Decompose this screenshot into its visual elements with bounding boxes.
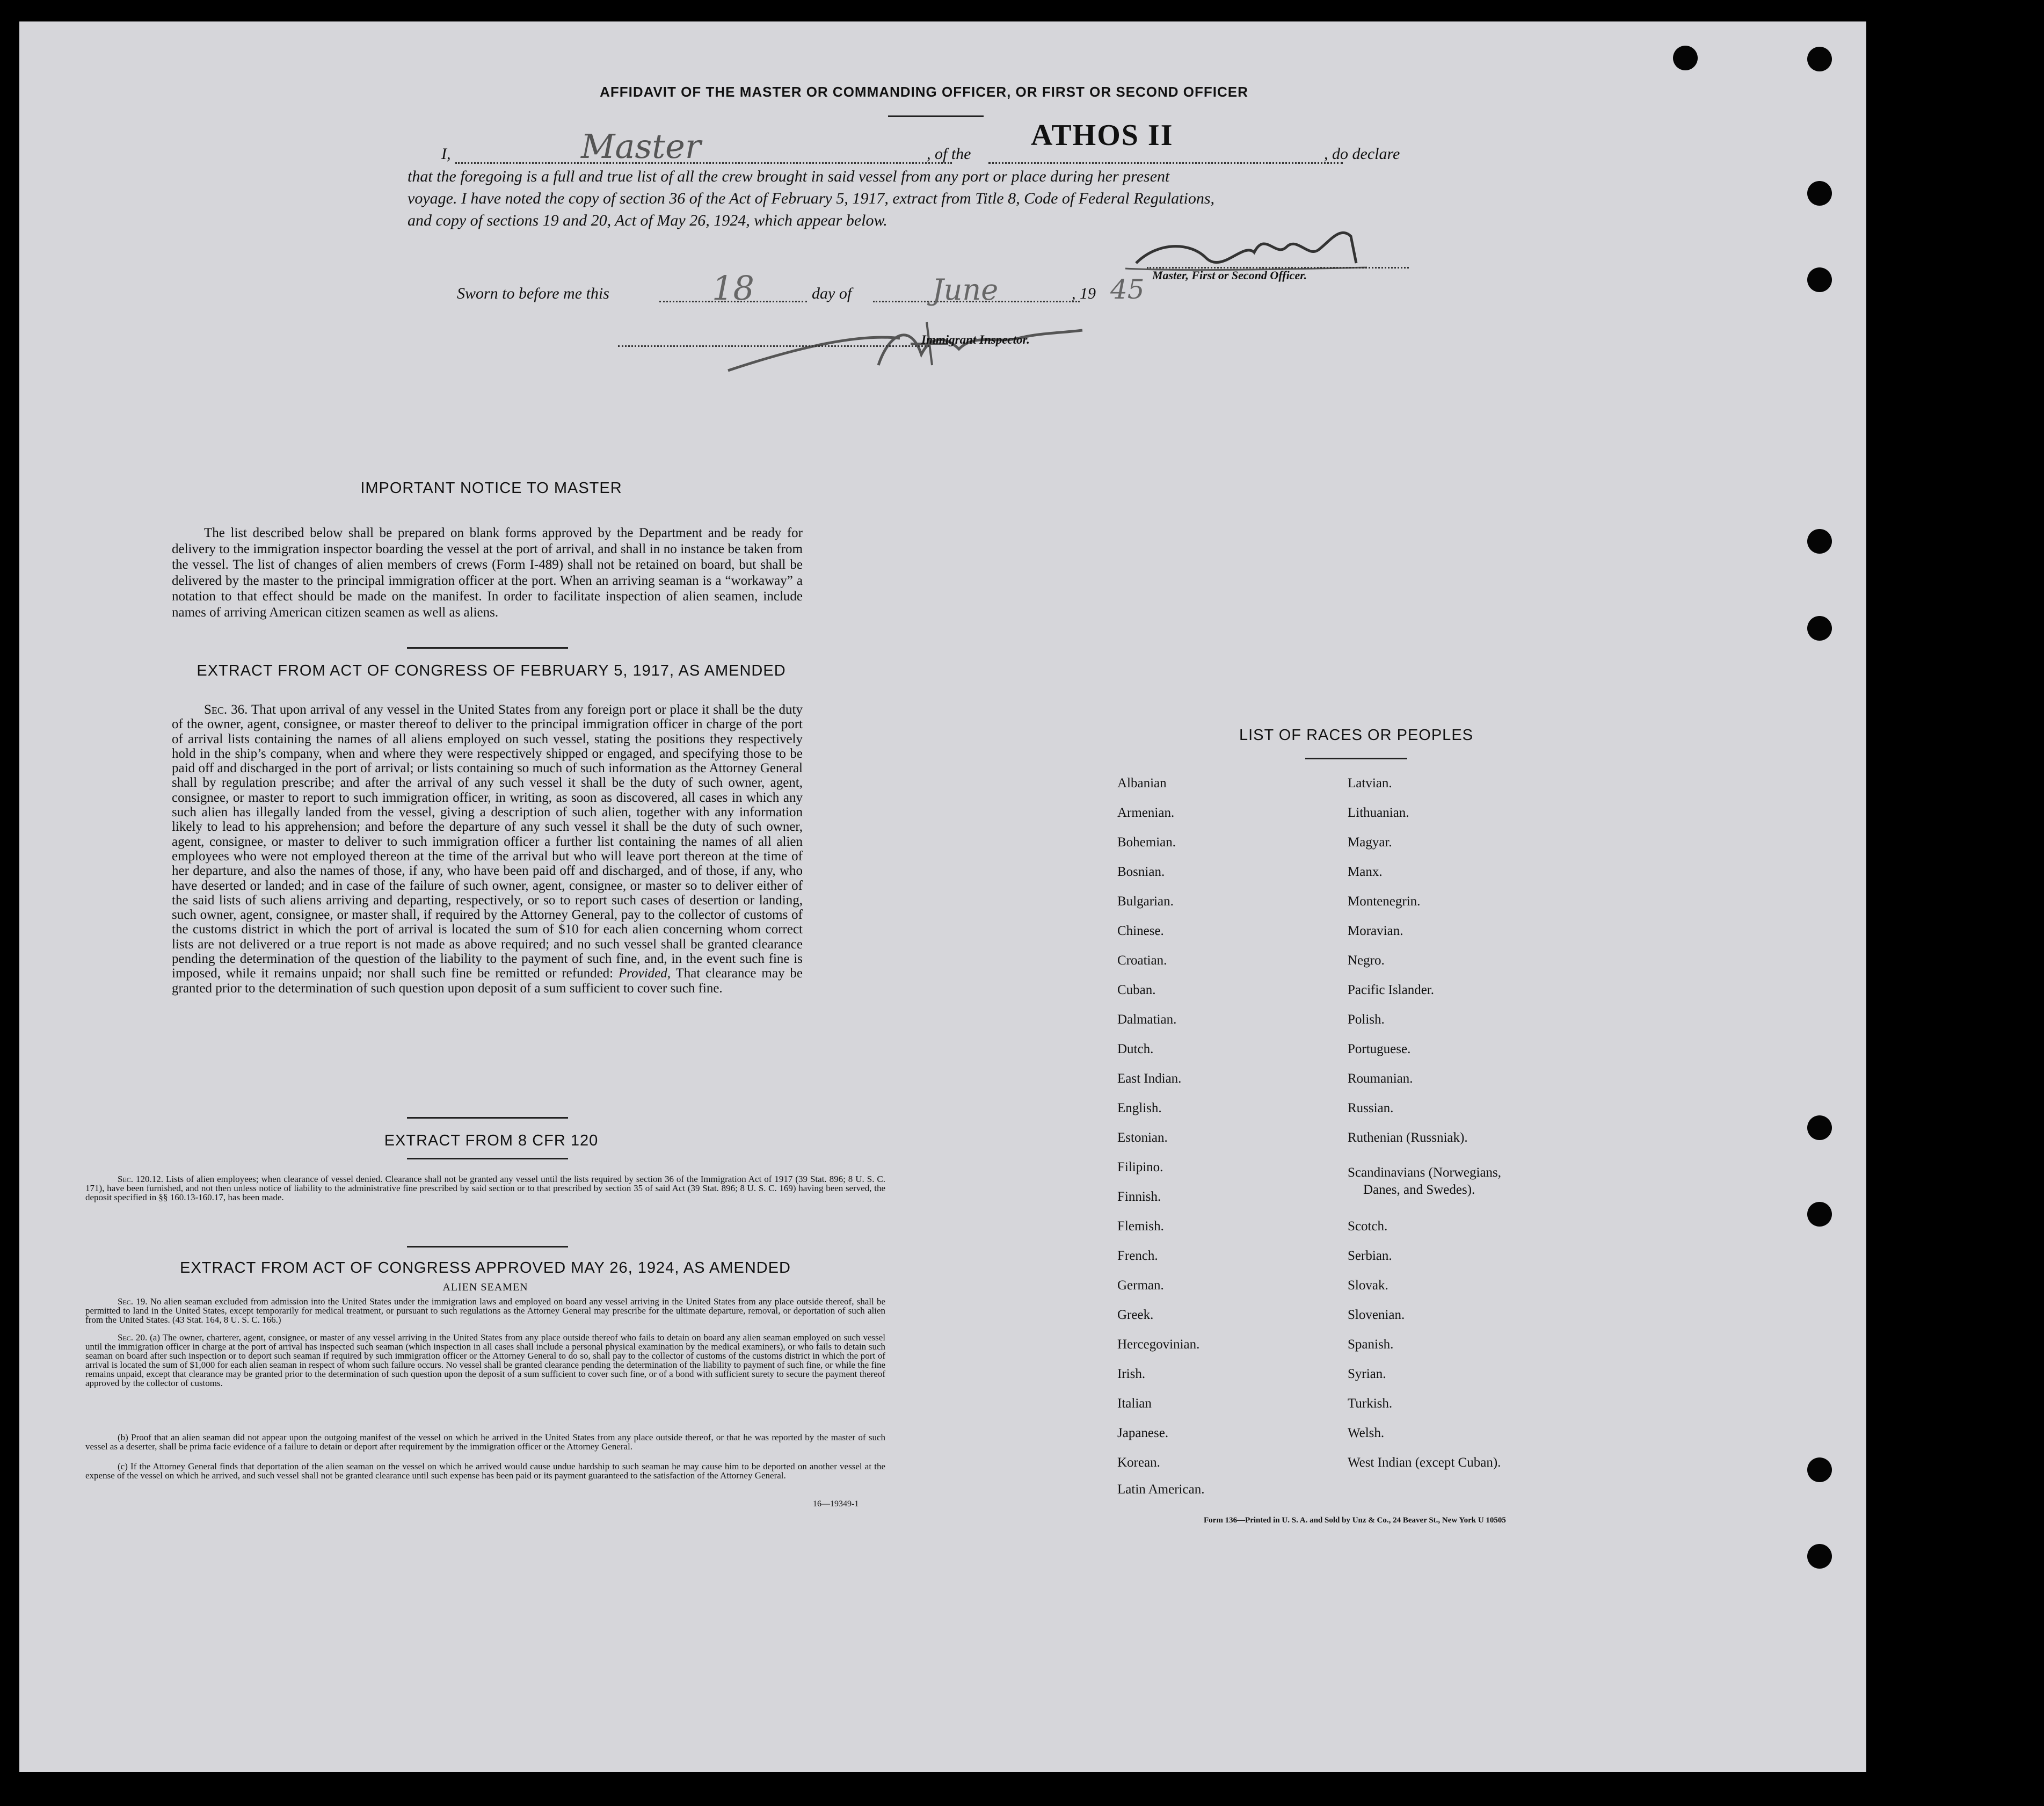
race-left-item: Armenian.: [1117, 806, 1175, 820]
race-left-item: Greek.: [1117, 1308, 1154, 1322]
race-left-item: Italian: [1117, 1396, 1152, 1411]
do-declare-label: , do declare: [1324, 145, 1400, 163]
race-left-item: Bosnian.: [1117, 865, 1165, 879]
master-label: Master, First or Second Officer.: [1152, 269, 1307, 282]
binder-hole: [1807, 1544, 1832, 1569]
year-prefix: , 19: [1072, 285, 1096, 302]
race-right-item: Danes, and Swedes).: [1363, 1183, 1475, 1197]
name-handwritten: Master: [581, 127, 701, 166]
race-right-item: Turkish.: [1348, 1396, 1393, 1411]
race-left-item: Bulgarian.: [1117, 894, 1174, 909]
binder-hole: [1807, 1202, 1832, 1227]
extract-1924-title: EXTRACT FROM ACT OF CONGRESS APPROVED MAY 26, 1924, AS AMENDED: [180, 1259, 791, 1276]
race-left-item: French.: [1117, 1249, 1158, 1263]
affidavit-body-line-2: voyage. I have noted the copy of section 36 of the Act of February 5, 1917, extract from Title 8, Code of Federal Regulations,: [408, 190, 1215, 207]
inspector-label: Immigrant Inspector.: [921, 333, 1030, 346]
race-left-item: Estonian.: [1117, 1130, 1168, 1145]
race-left-item: English.: [1117, 1101, 1162, 1115]
sec-120-label: Sec. 120.12.: [118, 1174, 163, 1184]
race-left-item: Hercegovinian.: [1117, 1337, 1200, 1352]
binder-hole: [1807, 1115, 1832, 1140]
sworn-day: 18: [712, 269, 754, 308]
binder-hole: [1807, 267, 1832, 292]
race-right-item: Montenegrin.: [1348, 894, 1421, 909]
race-right-item: Latvian.: [1348, 776, 1392, 790]
races-title: LIST OF RACES OR PEOPLES: [1239, 727, 1474, 744]
race-right-item: Spanish.: [1348, 1337, 1394, 1352]
extract-cfr-divider: [407, 1158, 568, 1159]
race-right-item: Scotch.: [1348, 1219, 1388, 1234]
notice-divider: [407, 647, 568, 649]
sworn-prefix: Sworn to before me this: [457, 285, 609, 302]
declaration-i: I,: [441, 145, 451, 163]
notice-text: The list described below shall be prepared on blank forms approved by the Department and be ready for delivery to the immigration inspector boarding the vessel at the port of arrival, and shall in no instance be taken from the vessel. The list of changes of alien members of crews (Form I-489) shall not be retained on board, but shall be delivered by the master to the principal immigration officer at the port. When an arriving seaman is a “workaway” a notation to that effect should be made on the manifest. In order to facilitate inspection of alien seamen, include names of arriving American citizen seamen as well as aliens.: [172, 526, 803, 620]
document-page: [19, 21, 1866, 1772]
binder-hole: [1807, 47, 1832, 71]
race-left-item: Japanese.: [1117, 1426, 1169, 1440]
extract-cfr-text: [85, 1174, 885, 1202]
sworn-month: June: [932, 273, 999, 307]
sec-36-text-after: That clearance may be granted prior to the determination of such question upon deposit of a sum sufficient to cover such fine.: [172, 966, 803, 996]
affidavit-title: AFFIDAVIT OF THE MASTER OR COMMANDING OFFICER, OR FIRST OR SECOND OFFICER: [600, 84, 1248, 100]
race-right-item: Manx.: [1348, 865, 1383, 879]
binder-hole: [1807, 529, 1832, 554]
race-left-item: Albanian: [1117, 776, 1167, 790]
race-right-item: Portuguese.: [1348, 1042, 1411, 1056]
sec-36-text-before: That upon arrival of any vessel in the United States from any foreign port or place it shall be the duty of the owner, agent, consignee, or master thereof to deliver to the principal immigration officer in charge of the port of arrival lists containing the names of all aliens employed on such vessel, stating the positions they respectively hold in the ship’s company, when and where they were respectively shipped or engaged, and specifying those to be paid off and discharged in the port of arrival; or lists containing so much of such information as the Attorney General shall by regulation prescribe; and after the arrival of any such vessel it shall be the duty of such owner, agent, consignee, or master to report to such immigration officer, in writing, as soon as discovered, all cases in which any such alien has illegally landed from the vessel, giving a description of such alien, together with any information likely to lead to his apprehension; and before the departure of any such vessel it shall be the duty of such owner, agent, consignee, or master to deliver to such immigration officer a further list containing the names of all alien employees who were not employed thereon at the time of the arrival but who will leave port thereon at the time of her departure, and also the names of those, if any, who have been paid off and discharged, and of those, if any, who have deserted or landed; and in case of the failure of such owner, agent, consignee, or master so to deliver either of the said lists of such aliens arriving and departing, respectively, or so to report such cases of desertion or landing, such owner, agent, consignee, or master shall, if required by the Attorney General, pay to the collector of customs of the customs district in which the port of arrival is located the sum of $10 for each alien concerning whom correct lists are not delivered or a true report is not made as above required; and no such vessel shall be granted clearance pending the determination of the question of the liability to the payment of such fine, and, in the event such fine is imposed, while it remains unpaid; nor shall such fine be remitted or refunded:: [172, 702, 803, 981]
binder-hole: [1807, 1457, 1832, 1482]
race-left-item: Filipino.: [1117, 1160, 1163, 1174]
year-suffix: 45: [1110, 274, 1145, 305]
binder-hole: [1673, 46, 1698, 70]
race-left-item: East Indian.: [1117, 1071, 1182, 1086]
vessel-name: ATHOS II: [1031, 119, 1174, 152]
extract-1924-sec20a: [85, 1333, 885, 1388]
race-right-item: Scandinavians (Norwegians,: [1348, 1165, 1502, 1180]
inspector-signature: [696, 301, 1104, 381]
race-right-item: Welsh.: [1348, 1426, 1385, 1440]
extract-1924-code: 16—19349-1: [813, 1499, 859, 1508]
extract-1924-sec20b: (b) Proof that an alien seaman did not appear upon the outgoing manifest of the vessel on which he arrived in the United States from any place outside thereof, or that he was reported by the master of such vessel as a deserter, shall be prima facie evidence of a failure to detain or deport after requirement by the immigration officer or the Attorney General.: [85, 1432, 885, 1452]
race-left-item: Dalmatian.: [1117, 1012, 1177, 1027]
extract-1924-sec20c: (c) If the Attorney General finds that deportation of the alien seaman on the vessel on which he arrived would cause undue hardship to such seaman he may cause him to be deported on another vessel at the expense of the vessel on which he arrived, and such vessel shall not be granted clearance until such expense has been paid or its payment guaranteed to the satisfaction of the Attorney General.: [85, 1461, 885, 1481]
extract-1917-divider: [407, 1117, 568, 1119]
sec-36-provided: Provided,: [619, 966, 671, 981]
race-left-item: Croatian.: [1117, 953, 1167, 968]
race-right-item: Syrian.: [1348, 1367, 1386, 1381]
binder-hole: [1807, 181, 1832, 206]
extract-cfr-bottom-divider: [407, 1246, 568, 1247]
extract-1924-sec19: [85, 1297, 885, 1324]
extract-1917-title: EXTRACT FROM ACT OF CONGRESS OF FEBRUARY 5, 1917, AS AMENDED: [197, 662, 786, 679]
day-of-label: day of: [812, 285, 852, 302]
binder-hole: [1807, 616, 1832, 641]
race-right-item: Russian.: [1348, 1101, 1394, 1115]
form-footer: Form 136—Printed in U. S. A. and Sold by Unz & Co., 24 Beaver St., New York U 10505: [1204, 1516, 1506, 1525]
race-left-item: Latin American.: [1117, 1482, 1205, 1497]
race-right-item: Slovenian.: [1348, 1308, 1405, 1322]
vessel-line: [988, 162, 1343, 164]
extract-cfr-title: EXTRACT FROM 8 CFR 120: [384, 1132, 599, 1149]
race-right-item: Pacific Islander.: [1348, 983, 1435, 997]
extract-1924-subtitle: ALIEN SEAMEN: [442, 1281, 528, 1293]
race-right-item: Slovak.: [1348, 1278, 1388, 1293]
race-right-item: Lithuanian.: [1348, 806, 1409, 820]
race-left-item: Korean.: [1117, 1455, 1160, 1470]
race-left-item: Flemish.: [1117, 1219, 1164, 1234]
race-left-item: Chinese.: [1117, 924, 1164, 938]
race-left-item: Dutch.: [1117, 1042, 1154, 1056]
race-left-item: Cuban.: [1117, 983, 1156, 997]
sec-120-text: Lists of alien employees; when clearance of vessel denied. Clearance shall not be granted any vessel until the lists required by section 36 of the Immigration Act of 1917 (39 Stat. 896; 8 U. S. C. 171), have been furnished, and not then unless notice of liability to the administrative fine prescribed by said section or to that prescribed by section 35 of said Act (39 Stat. 896; 8 U. S. C. 169) having been served, the deposit specified in §§ 160.13-160.17, has been made.: [85, 1174, 885, 1202]
of-the-label: , of the: [927, 145, 971, 163]
race-right-item: Ruthenian (Russniak).: [1348, 1130, 1468, 1145]
race-right-item: West Indian (except Cuban).: [1348, 1455, 1501, 1470]
sec-36-label: Sec. 36.: [204, 702, 248, 717]
affidavit-body-line-1: that the foregoing is a full and true list of all the crew brought in said vessel from any port or place during her present: [408, 168, 1170, 185]
race-right-item: Roumanian.: [1348, 1071, 1413, 1086]
race-right-item: Polish.: [1348, 1012, 1385, 1027]
notice-title: IMPORTANT NOTICE TO MASTER: [360, 480, 622, 497]
race-right-item: Moravian.: [1348, 924, 1403, 938]
race-left-item: German.: [1117, 1278, 1164, 1293]
sec-20-label: Sec. 20.: [118, 1332, 148, 1343]
race-right-item: Serbian.: [1348, 1249, 1392, 1263]
race-right-item: Negro.: [1348, 953, 1385, 968]
race-right-item: Magyar.: [1348, 835, 1392, 850]
sec-20a-text: (a) The owner, charterer, agent, consignee, or master of any vessel arriving in the United States from any place outside thereof who fails to detain on board any alien seaman employed on such vessel until the immigration officer in charge at the port of arrival has inspected such seaman (which inspection in all cases shall include a personal physical examination by the medical examiners), or who fails to detain such seaman on board after such inspection or to deport such seaman if required by such immigration officer or the Attorney General to do so, shall pay to the collector of customs of the customs district in which the port of arrival is located the sum of $1,000 for each alien seaman in respect of whom such failure occurs. No vessel shall be granted clearance pending the determination of the liability to payment of such fine, or while the fine remains unpaid, except that clearance may be granted prior to the determination of such question upon the deposit of a sum sufficient to cover such fine, or of a bond with sufficient surety to secure the payment thereof approved by the collector of customs.: [85, 1332, 885, 1388]
extract-1917-text: [172, 702, 803, 996]
title-underline: [888, 115, 984, 117]
sec-19-label: Sec. 19.: [118, 1296, 148, 1307]
sec-19-text: No alien seaman excluded from admission into the United States under the immigration laws and employed on board any vessel arriving in the United States from any place outside thereof, shall be permitted to land in the United States, except temporarily for medical treatment, or pursuant to such regulations as the Attorney General may prescribe for the ultimate departure, removal, or deportation of such alien from the United States. (43 Stat. 164, 8 U. S. C. 166.): [85, 1296, 885, 1325]
race-left-item: Finnish.: [1117, 1190, 1161, 1204]
race-left-item: Bohemian.: [1117, 835, 1176, 850]
races-title-underline: [1305, 758, 1407, 759]
affidavit-body-line-3: and copy of sections 19 and 20, Act of May 26, 1924, which appear below.: [408, 212, 888, 229]
inspector-signature-line: [618, 345, 929, 347]
name-line: [455, 162, 952, 164]
race-left-item: Irish.: [1117, 1367, 1146, 1381]
